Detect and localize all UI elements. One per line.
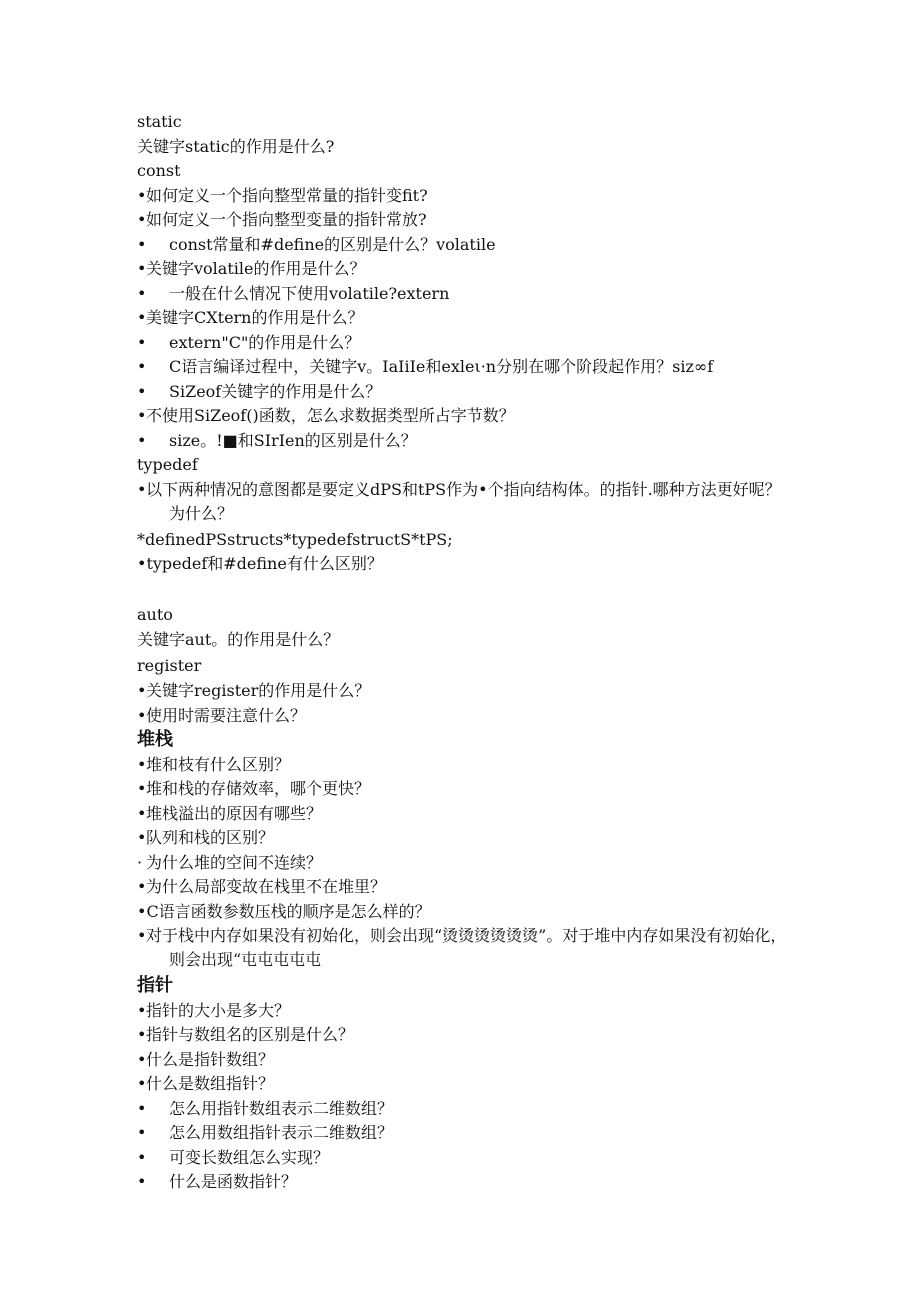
bullet-dot: • <box>137 779 147 798</box>
bullet-dot: · <box>137 852 143 872</box>
question-item: •为什么局部变故在栈里不在堆里？ <box>137 875 787 900</box>
section-heading-stack: 堆栈 <box>137 729 173 750</box>
document-page <box>137 110 787 1195</box>
bullet-dot: • <box>137 381 147 401</box>
question-item: • 可变长数组怎么实现？ <box>137 1146 787 1171</box>
question-item: •如何定义一个指向整型常量的指针变fit? <box>137 184 787 209</box>
bullet-dot: • <box>137 705 147 725</box>
question-item: •关键字register的作用是什么？ <box>137 679 787 704</box>
bullet-dot: • <box>137 1147 147 1167</box>
bullet-dot: • <box>137 308 147 327</box>
section-heading-pointer: 指针 <box>137 975 173 996</box>
question-item: • size。!■和SIrIen的区别是什么？ <box>137 429 787 454</box>
section-label-typedef: typedef <box>137 455 198 474</box>
question-item: •typedef和#define有什么区别？ <box>137 554 383 573</box>
question-item: •什么是数组指针？ <box>137 1072 787 1097</box>
bullet-dot: • <box>137 1074 147 1093</box>
bullet-dot: • <box>137 259 147 278</box>
question-item: • C语言编译过程中，关键字v。IaIiIe和exleι·n分别在哪个阶段起作用？siz∞f <box>137 355 787 380</box>
bullet-dot: • <box>137 803 147 823</box>
bullet-dot: • <box>137 926 147 945</box>
question-item: • const常量和#define的区别是什么？volatile <box>137 233 787 258</box>
question-item: •使用时需要注意什么？ <box>137 704 787 729</box>
bullet-dot: • <box>137 1025 147 1044</box>
bullet-dot: • <box>137 1123 147 1142</box>
question-item: •不使用SiZeof()函数，怎么求数据类型所占字节数？ <box>137 404 787 429</box>
bullet-dot: • <box>137 332 147 352</box>
section-label-const: const <box>137 161 181 180</box>
question-line: 关键字static的作用是什么? <box>137 136 335 156</box>
bullet-dot: • <box>137 754 147 774</box>
question-item: •队列和栈的区别？ <box>137 826 787 851</box>
question-item: •堆和栈的存储效率，哪个更快？ <box>137 777 787 802</box>
bullet-dot: • <box>137 877 147 896</box>
question-item: •关键字volatile的作用是什么？ <box>137 257 787 282</box>
section-label-auto: auto <box>137 604 173 624</box>
bullet-dot: • <box>137 1172 147 1191</box>
bullet-dot: • <box>137 1098 147 1118</box>
question-item: •C语言函数参数压栈的顺序是怎么样的？ <box>137 901 431 921</box>
bullet-dot: • <box>137 234 147 254</box>
bullet-dot: • <box>137 185 147 205</box>
code-line: *definedPSstructs*typedefstructS*tPS; <box>137 529 453 549</box>
bullet-dot: • <box>137 1049 147 1069</box>
question-item: •如何定义一个指向整型变量的指针常放? <box>137 208 787 233</box>
bullet-dot: • <box>137 479 147 499</box>
bullet-dot: • <box>137 1000 147 1020</box>
question-item: •美键字CXtern的作用是什么？ <box>137 306 787 331</box>
question-item: • extern"C"的作用是什么？ <box>137 331 787 356</box>
question-item: •堆和枝有什么区别？ <box>137 753 787 778</box>
bullet-dot: • <box>137 901 147 921</box>
question-item: · 为什么堆的空间不连续？ <box>137 851 787 876</box>
bullet-dot: • <box>137 828 147 847</box>
bullet-dot: • <box>137 406 147 425</box>
question-item: •对于栈中内存如果没有初始化，则会出现“烫烫烫烫烫烫”。对于堆中内存如果没有初始化，则会出现“屯屯屯屯屯 <box>137 926 787 969</box>
question-item: • SiZeof关键字的作用是什么？ <box>137 380 787 405</box>
question-item: •堆栈溢出的原因有哪些？ <box>137 802 787 827</box>
question-item: • 怎么用数组指针表示二维数组？ <box>137 1121 787 1146</box>
question-item: • 一般在什么情况下使用volatile?extern <box>137 282 787 307</box>
question-item: • 什么是函数指针？ <box>137 1170 787 1195</box>
bullet-dot: • <box>137 430 147 450</box>
question-line: 关键字aut。的作用是什么？ <box>137 630 340 649</box>
question-item: • 怎么用指针数组表示二维数组？ <box>137 1097 787 1122</box>
bullet-dot: • <box>137 357 147 376</box>
question-item: •指针与数组名的区别是什么？ <box>137 1023 787 1048</box>
bullet-dot: • <box>137 283 147 303</box>
bullet-dot: • <box>137 681 147 700</box>
question-item: •以下两种情况的意图都是要定义dPS和tPS作为•个指向结构体。的指针.哪种方法更好呢？为什么？ <box>137 479 781 523</box>
section-label-static: static <box>137 112 182 131</box>
bullet-dot: • <box>137 210 147 229</box>
bullet-dot: • <box>137 554 147 573</box>
question-item: •指针的大小是多大？ <box>137 999 787 1024</box>
question-item: •什么是指针数组？ <box>137 1048 787 1073</box>
section-label-register: register <box>137 656 202 675</box>
